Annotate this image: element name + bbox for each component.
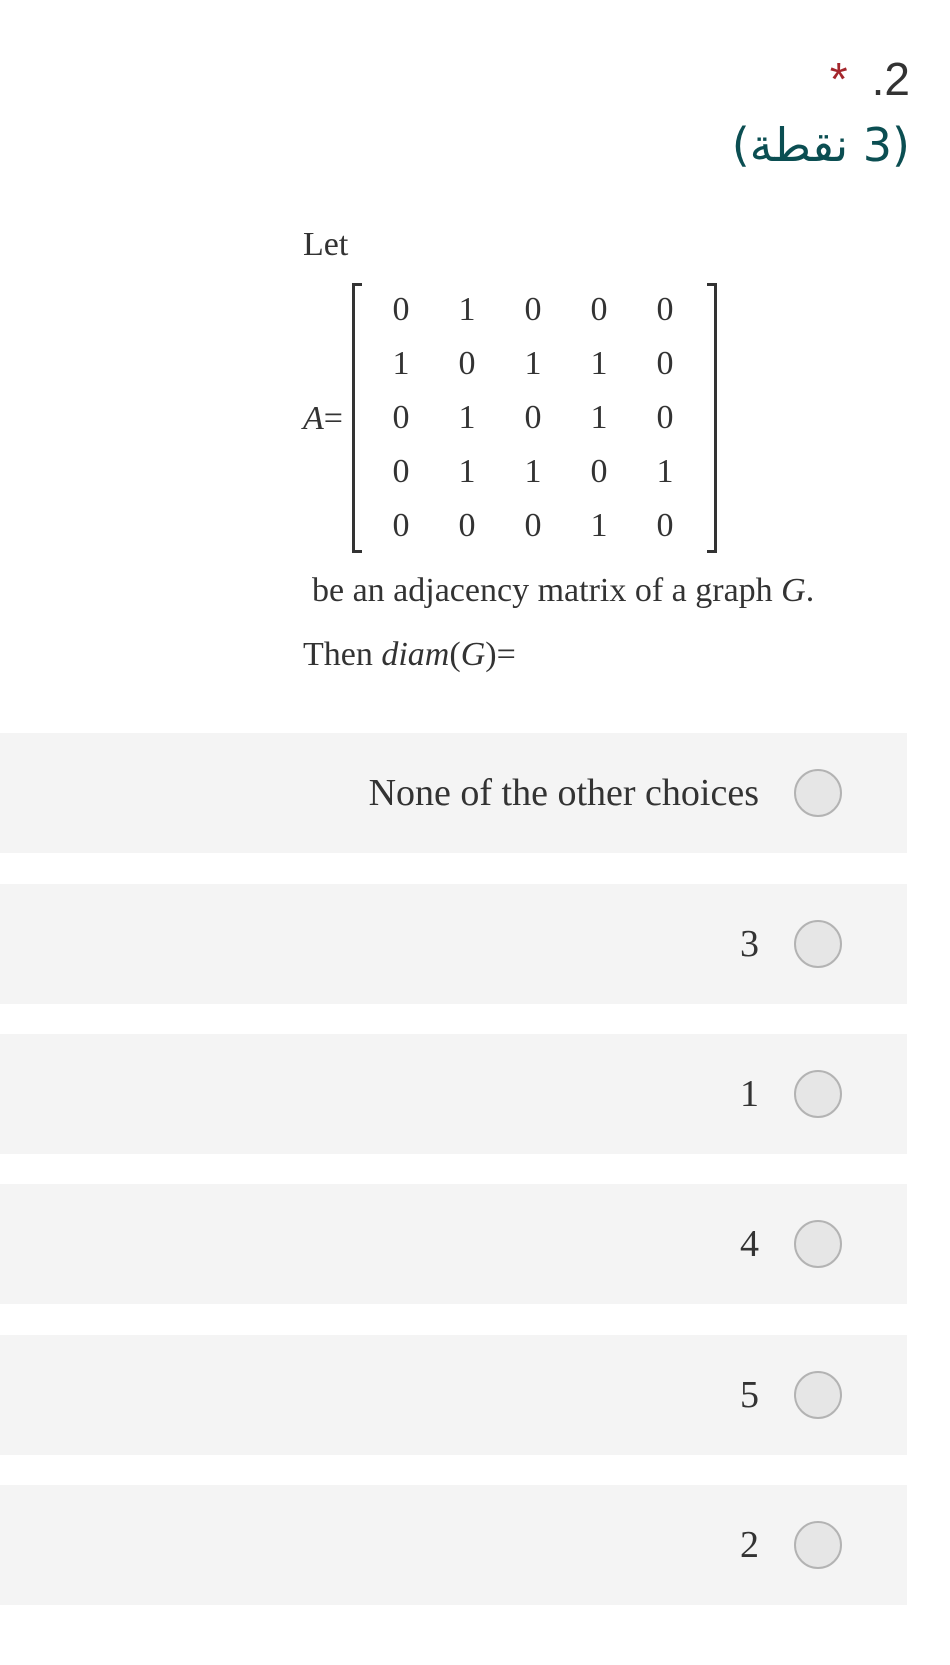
radio-button[interactable] bbox=[794, 1220, 842, 1268]
diameter-prompt bbox=[303, 636, 516, 674]
matrix-cell: 0 bbox=[656, 399, 674, 436]
open-paren: ( bbox=[449, 636, 461, 673]
matrix-cell: 1 bbox=[590, 507, 608, 544]
matrix-cell: 1 bbox=[458, 399, 476, 436]
required-marker: * bbox=[829, 53, 848, 105]
radio-button[interactable] bbox=[794, 920, 842, 968]
radio-button[interactable] bbox=[794, 1070, 842, 1118]
choice-option[interactable] bbox=[0, 1184, 907, 1304]
question-number-text: .2 bbox=[871, 53, 910, 105]
matrix-cell: 0 bbox=[656, 507, 674, 544]
choice-label: 3 bbox=[740, 923, 759, 965]
adjacency-sentence bbox=[312, 572, 814, 610]
choice-label: 5 bbox=[740, 1374, 759, 1416]
then-text: Then bbox=[303, 636, 382, 673]
adjacency-sentence-text: be an adjacency matrix of a graph bbox=[312, 572, 782, 609]
matrix-variable: A bbox=[303, 400, 324, 437]
matrix-cell: 1 bbox=[524, 453, 542, 490]
choice-label: 2 bbox=[740, 1524, 759, 1566]
radio-button[interactable] bbox=[794, 769, 842, 817]
matrix-cell: 0 bbox=[392, 507, 410, 544]
choice-option[interactable] bbox=[0, 733, 907, 853]
choice-label: 4 bbox=[740, 1223, 759, 1265]
matrix-cell: 0 bbox=[458, 345, 476, 382]
choice-option[interactable] bbox=[0, 1485, 907, 1605]
matrix-equals: = bbox=[323, 400, 343, 437]
matrix-label bbox=[303, 400, 343, 438]
matrix-cell: 1 bbox=[590, 345, 608, 382]
matrix-cell: 1 bbox=[524, 345, 542, 382]
matrix-cell: 1 bbox=[392, 345, 410, 382]
matrix-cell: 0 bbox=[656, 345, 674, 382]
question-points: (3 نقطة) bbox=[731, 118, 910, 172]
graph-variable: G bbox=[781, 572, 806, 609]
choice-option[interactable] bbox=[0, 1335, 907, 1455]
matrix-cell: 0 bbox=[524, 399, 542, 436]
matrix-cell: 0 bbox=[392, 453, 410, 490]
choice-option[interactable] bbox=[0, 884, 907, 1004]
adjacency-matrix bbox=[368, 283, 698, 553]
matrix-cell: 0 bbox=[524, 291, 542, 328]
choice-option[interactable] bbox=[0, 1034, 907, 1154]
choice-label: None of the other choices bbox=[368, 772, 759, 814]
matrix-cell: 0 bbox=[590, 291, 608, 328]
matrix-cell: 0 bbox=[590, 453, 608, 490]
let-text: Let bbox=[303, 226, 349, 263]
matrix-cell: 1 bbox=[458, 291, 476, 328]
matrix-left-bracket bbox=[352, 283, 362, 553]
matrix-cell: 1 bbox=[458, 453, 476, 490]
matrix-cell: 0 bbox=[392, 291, 410, 328]
matrix-right-bracket bbox=[707, 283, 717, 553]
radio-button[interactable] bbox=[794, 1521, 842, 1569]
matrix-cell: 0 bbox=[656, 291, 674, 328]
matrix-cell: 0 bbox=[458, 507, 476, 544]
matrix-cell: 0 bbox=[392, 399, 410, 436]
sentence-period: . bbox=[805, 572, 815, 609]
choice-label: 1 bbox=[740, 1073, 759, 1115]
diam-function: diam bbox=[381, 636, 450, 673]
diam-graph-variable: G bbox=[460, 636, 486, 673]
matrix-cell: 0 bbox=[524, 507, 542, 544]
matrix-cell: 1 bbox=[590, 399, 608, 436]
question-number bbox=[830, 52, 910, 106]
matrix-cell: 1 bbox=[656, 453, 674, 490]
close-paren-equals: )= bbox=[485, 636, 516, 673]
radio-button[interactable] bbox=[794, 1371, 842, 1419]
